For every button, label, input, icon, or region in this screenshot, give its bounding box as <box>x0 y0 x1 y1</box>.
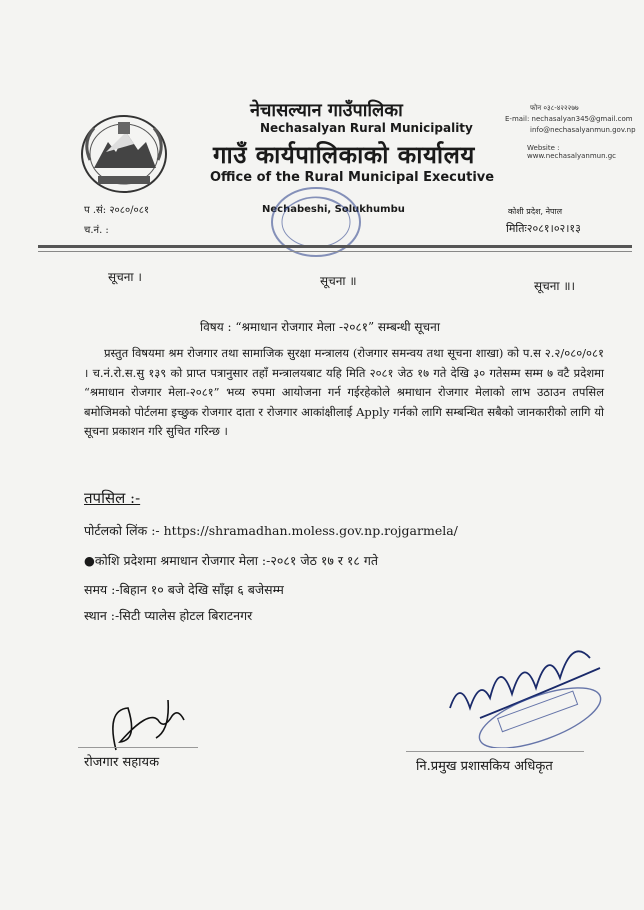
subject-line: विषय : “श्रमाधान रोजगार मेला -२०८१” सम्बन्धी सूचना <box>200 320 440 334</box>
email-secondary: info@nechasalyanmun.gov.np <box>530 126 636 134</box>
left-signature-icon <box>98 690 198 760</box>
fair-date-line: ●कोशि प्रदेशमा श्रमाधान रोजगार मेला :-२०८१ जेठ १७ र १८ गते <box>84 553 379 568</box>
municipality-name-np: नेचासल्यान गाउँपालिका <box>250 100 403 121</box>
email-label: E-mail: <box>505 115 530 123</box>
dispatch-number: च.नं. : <box>84 225 109 236</box>
header-divider-thin <box>38 251 632 252</box>
phone-number: फोन ०३८-४२२२७७ <box>530 104 579 112</box>
right-signature-rule <box>406 751 584 752</box>
email-line <box>505 115 633 123</box>
notice-label-2: सूचना ॥ <box>320 274 357 288</box>
email-primary: nechasalyan345@gmail.com <box>531 115 633 123</box>
municipality-name-en: Nechasalyan Rural Municipality <box>260 121 473 135</box>
office-name-en: Office of the Rural Municipal Executive <box>210 170 495 185</box>
header-divider <box>38 245 632 248</box>
left-signature-rule <box>78 747 198 748</box>
signatory-right-title: नि.प्रमुख प्रशासकिय अधिकृत <box>416 759 553 774</box>
office-address: Nechabeshi, Solukhumbu <box>262 204 405 215</box>
signatory-left-title: रोजगार सहायक <box>84 755 160 770</box>
venue-line: स्थान :-सिटी प्यालेस होटल बिराटनगर <box>84 608 253 623</box>
website: Website : www.nechasalyanmun.gc <box>527 144 617 160</box>
notice-label-1: सूचना । <box>108 270 142 284</box>
reference-number: प .सं: २०८०/०८१ <box>84 205 150 216</box>
portal-link-line: पोर्टलको लिंक :- https://shramadhan.moless.gov.np.rojgarmela/ <box>84 523 458 538</box>
emblem-logo-icon <box>78 112 170 196</box>
body-paragraph: प्रस्तुत विषयमा श्रम रोजगार तथा सामाजिक सुरक्षा मन्त्रालय (रोजगार समन्वय तथा सूचना शाखा) को प.स २.२/०८०/०८१ । च.नं.रो.स.सु १३९ को प्राप्त पत्रानुसार तहाँ मन्त्रालयबाट यहि मिति २०८१ जेठ १७ गते देखि ३० गतेसम्म सम्म ७ वटै प्रदेशमा “श्रमाधान रोजगार मेला-२०८१” भव्य रुपमा आयोजना गर्न गईरहेकोले श्रमाधान रोजगार मेलाको लाभ उठाउन तपसिल बमोजिमको पोर्टलमा इच्छुक रोजगार दाता र रोजगार आकांक्षीलाई Apply गर्नको लागि सम्बन्धित सबैको जानकारीको लागि यो सूचना प्रकाशन गरि सुचित गरिन्छ । <box>84 346 604 438</box>
office-name-np: गाउँ कार्यपालिकाको कार्यालय <box>213 140 475 169</box>
province-label: कोशी प्रदेश, नेपाल <box>508 207 563 216</box>
office-stamp-icon <box>264 180 364 260</box>
document-date: मितिः२०८१।०२।१३ <box>506 222 581 235</box>
details-heading: तपसिल :- <box>84 489 141 507</box>
right-signature-icon <box>440 618 610 748</box>
notice-label-3: सूचना ॥। <box>534 279 576 293</box>
time-line: समय :-बिहान १० बजे देखि साँझ ६ बजेसम्म <box>84 582 284 597</box>
